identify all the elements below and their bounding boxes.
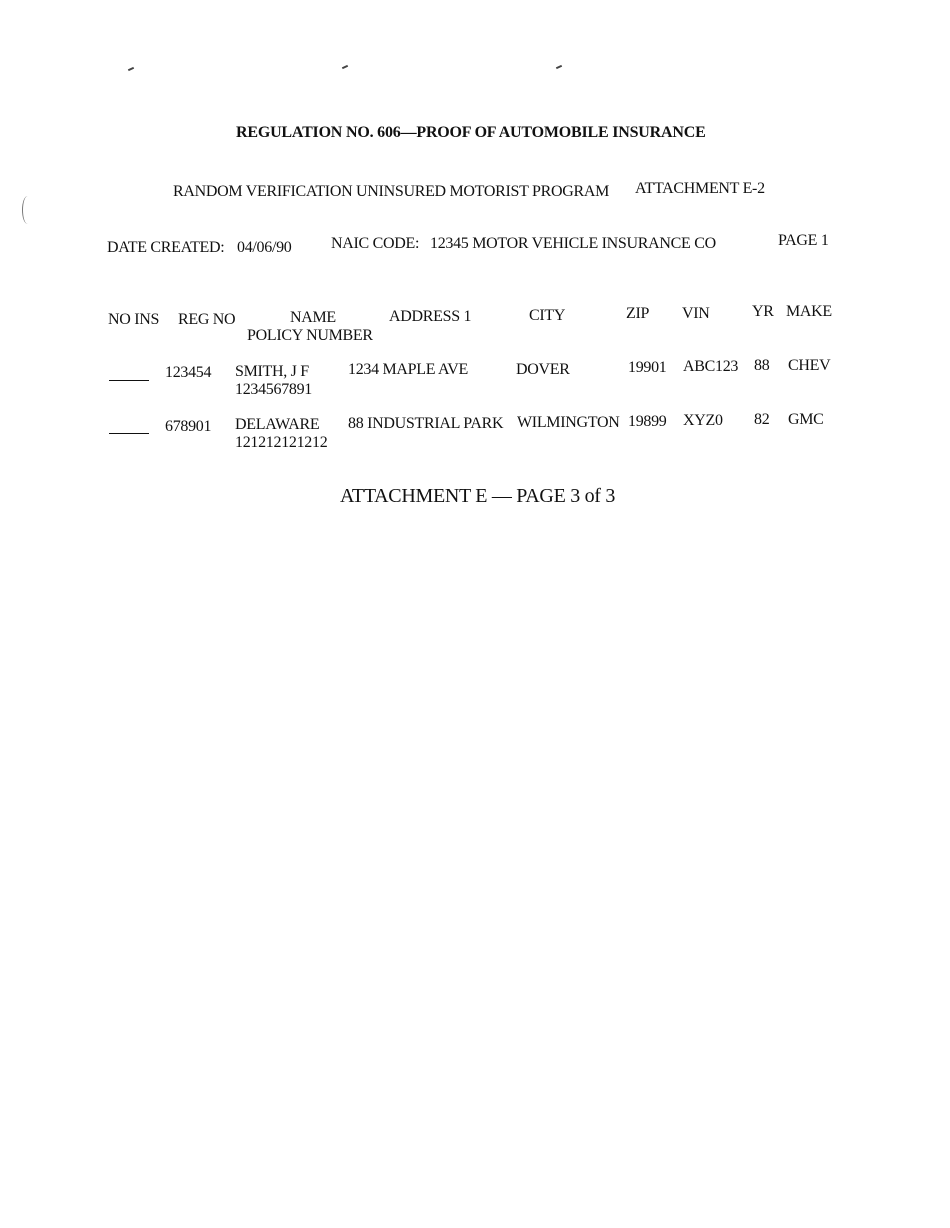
page-number: PAGE 1: [778, 232, 829, 249]
no-ins-blank: [109, 380, 149, 381]
scan-speck: [128, 67, 134, 71]
table-cell-yr: 82: [754, 411, 770, 428]
table-cell-policy-number: 1234567891: [235, 381, 313, 398]
column-header-name: NAME: [290, 309, 336, 326]
naic-code-label: NAIC CODE:: [331, 235, 420, 252]
table-cell-make: CHEV: [788, 357, 831, 374]
table-cell-make: GMC: [788, 411, 824, 428]
date-created-label: DATE CREATED:: [107, 239, 225, 256]
table-cell-yr: 88: [754, 357, 770, 374]
table-cell-zip: 19901: [628, 359, 667, 376]
column-header-address: ADDRESS 1: [389, 308, 472, 325]
column-header-vin: VIN: [682, 305, 710, 322]
program-title: RANDOM VERIFICATION UNINSURED MOTORIST PROGRAM: [173, 183, 610, 200]
column-header-city: CITY: [529, 307, 566, 324]
scan-speck: [342, 65, 348, 69]
table-cell-city: WILMINGTON: [517, 414, 620, 431]
table-cell-policy-number: 121212121212: [235, 434, 328, 451]
column-header-no-ins: NO INS: [108, 311, 160, 328]
column-header-reg-no: REG NO: [178, 311, 236, 328]
table-cell-city: DOVER: [516, 361, 570, 378]
table-cell-vin: ABC123: [683, 358, 739, 375]
attachment-label: ATTACHMENT E-2: [635, 180, 765, 197]
table-cell-vin: XYZ0: [683, 412, 723, 429]
date-created-value: 04/06/90: [237, 239, 292, 256]
scan-speck: [556, 65, 562, 69]
document-title: REGULATION NO. 606—PROOF OF AUTOMOBILE INSURANCE: [236, 124, 706, 141]
scan-mark: [22, 196, 33, 224]
table-cell-name: DELAWARE: [235, 416, 320, 433]
table-cell-address: 88 INDUSTRIAL PARK: [348, 415, 504, 432]
column-header-policy-number: POLICY NUMBER: [247, 327, 373, 344]
no-ins-blank: [109, 433, 149, 434]
table-cell-name: SMITH, J F: [235, 363, 309, 380]
page-footer: ATTACHMENT E — PAGE 3 of 3: [340, 485, 616, 507]
table-cell-zip: 19899: [628, 413, 667, 430]
table-cell-reg-no: 123454: [165, 364, 212, 381]
table-cell-address: 1234 MAPLE AVE: [348, 361, 468, 378]
column-header-yr: YR: [752, 303, 774, 320]
naic-code-value: 12345 MOTOR VEHICLE INSURANCE CO: [430, 235, 716, 252]
column-header-zip: ZIP: [626, 305, 650, 322]
column-header-make: MAKE: [786, 303, 832, 320]
table-cell-reg-no: 678901: [165, 418, 212, 435]
